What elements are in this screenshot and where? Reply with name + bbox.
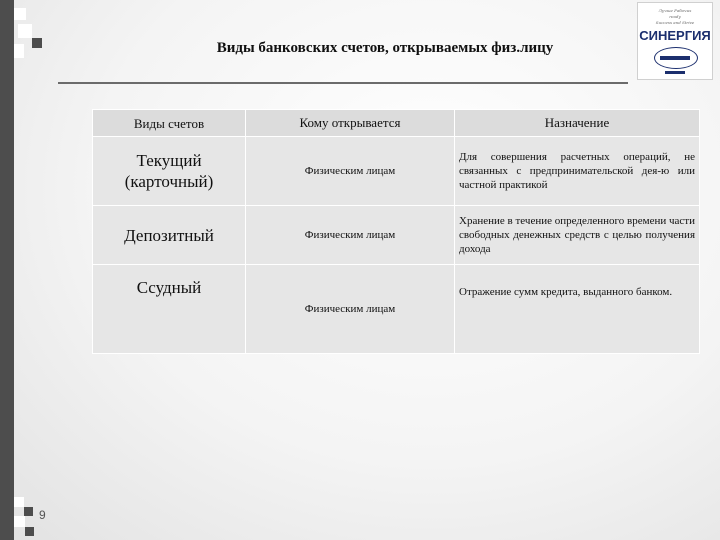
account-type-cell: Депозитный <box>93 206 246 265</box>
decor-square <box>18 24 32 38</box>
decor-square <box>25 527 34 536</box>
decor-square <box>14 44 24 58</box>
opened-for-cell: Физическим лицам <box>246 137 455 206</box>
opened-for-cell: Физическим лицам <box>246 206 455 265</box>
title-divider <box>58 82 628 84</box>
synergy-logo <box>637 2 713 80</box>
header-purpose: Назначение <box>455 110 700 137</box>
header-account-type: Виды счетов <box>93 110 246 137</box>
decor-square <box>24 507 33 516</box>
table-header-row <box>93 110 700 137</box>
logo-founded-badge <box>665 71 685 74</box>
purpose-cell: Отражение сумм кредита, выданного банком. <box>455 265 700 354</box>
header-opened-for: Кому открывается <box>246 110 455 137</box>
table-row <box>93 137 700 206</box>
table-row <box>93 206 700 265</box>
logo-script-line: Лучше Рабочих <box>658 8 692 13</box>
logo-script-line: Success and Strive <box>655 20 695 25</box>
left-decor-bar <box>0 0 14 540</box>
decor-square <box>14 8 26 20</box>
opened-for-cell: Физическим лицам <box>246 265 455 354</box>
account-type-cell: Ссудный <box>93 265 246 354</box>
accounts-table <box>92 109 700 354</box>
slide-title: Виды банковских счетов, открываемых физ.лицу <box>216 40 554 56</box>
account-type-cell: Текущий (карточный) <box>93 137 246 206</box>
logo-ribbon-icon <box>660 56 690 60</box>
purpose-cell: Для совершения расчетных операций, не связанных с предпринимательской дея-ю или частной практикой <box>455 137 700 206</box>
logo-brand-text: СИНЕРГИЯ <box>639 28 711 43</box>
table-row <box>93 265 700 354</box>
decor-square <box>14 516 25 527</box>
logo-script-line: ready <box>669 14 681 19</box>
decor-square <box>14 497 24 507</box>
page-number: 9 <box>39 508 46 522</box>
decor-square <box>32 38 42 48</box>
purpose-cell: Хранение в течение определенного времени части свободных денежных средств с целью получения дохода <box>455 206 700 265</box>
